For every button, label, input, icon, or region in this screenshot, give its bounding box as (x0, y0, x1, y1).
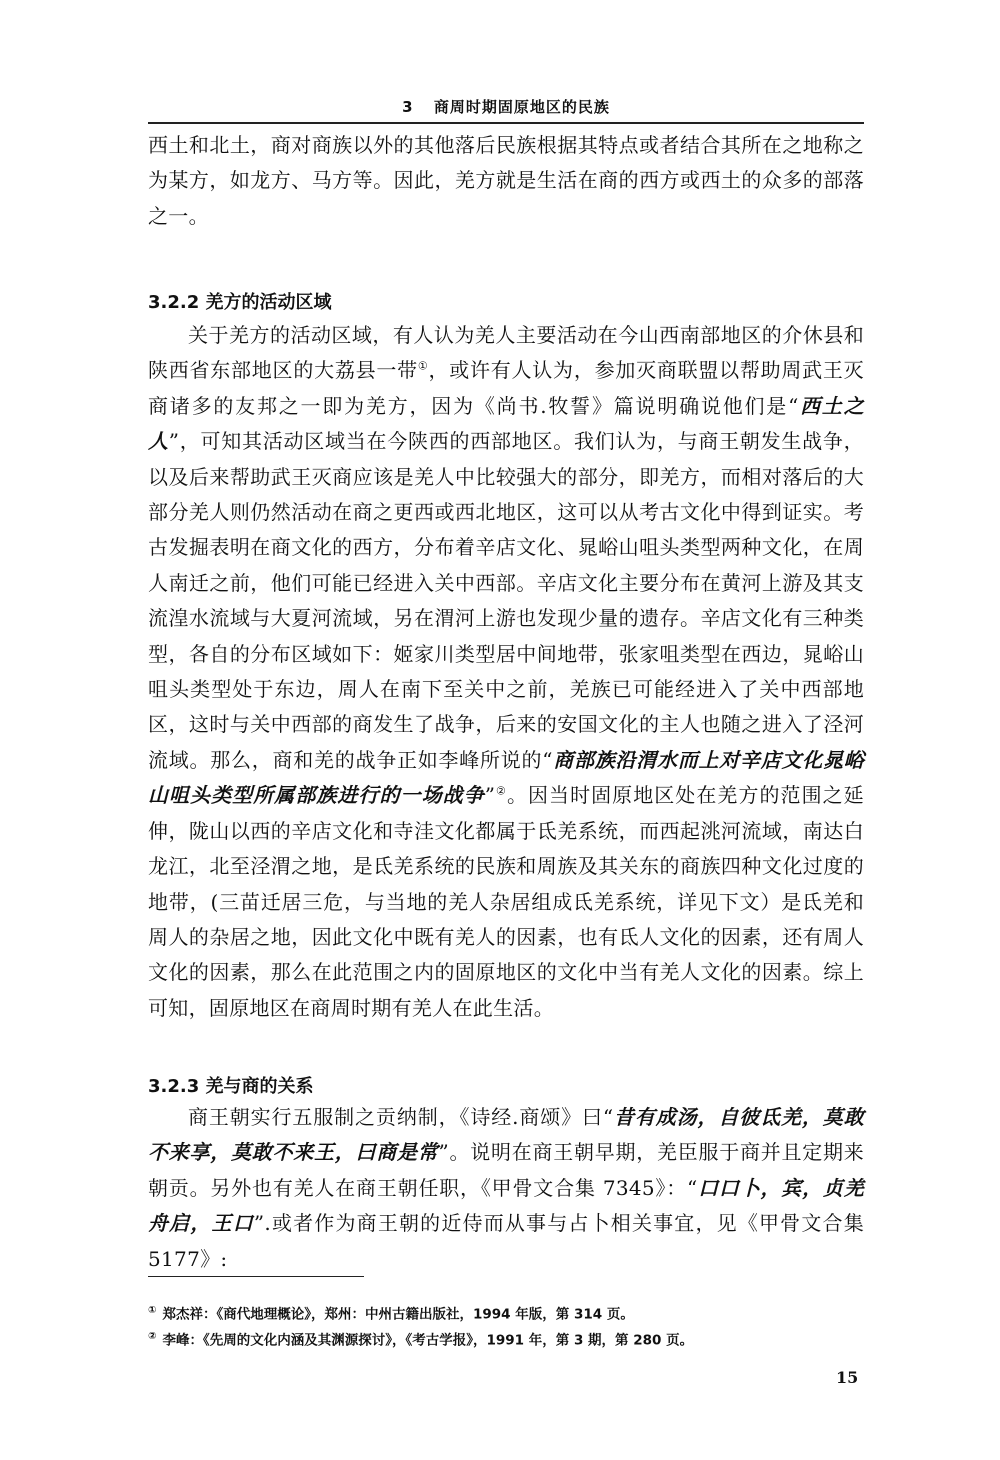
section-3-2-2-paragraph (148, 318, 864, 1026)
text-segment: 商王朝实行五服制之贡纳制，《诗经.商颂》曰“ (188, 1105, 614, 1129)
section-3-2-3-text (148, 1100, 864, 1277)
section-title-3-2-3: 3.2.3 羌与商的关系 (148, 1076, 314, 1097)
footnote-mark: ① (148, 1305, 157, 1316)
footnote-ref-1[interactable]: ① (417, 359, 429, 373)
quotation: 商部族沿渭水而上对辛店文化晁峪山咀头类型所属部族进行的一场战争 (148, 747, 865, 808)
quotation: 口口卜，宾，贞羌舟启，王口 (148, 1175, 865, 1236)
footnote-text: 郑杰祥：《商代地理概论》，郑州：中州古籍出版社，1994 年版，第 314 页。 (162, 1306, 634, 1323)
page-number: 15 (836, 1368, 859, 1387)
intro-text: 西土和北土，商对商族以外的其他落后民族根据其特点或者结合其所在之地称之为某方，如龙方、马方等。因此，羌方就是生活在商的西方或西土的众多的部落之一。 (148, 133, 864, 228)
footnote-2 (148, 1326, 864, 1352)
footnotes (148, 1300, 864, 1351)
footnote-mark: ② (148, 1330, 157, 1342)
text-segment: 关于羌方的活动区域，有人认为羌人主要活动在今山西南部地区的介休县和陕西省东部地区的大荔县一带 (148, 323, 864, 383)
footnote-ref-2[interactable]: ② (495, 784, 507, 798)
running-header (148, 96, 864, 117)
chapter-number: 3 (402, 98, 414, 116)
section-3-2-3-paragraph (148, 1100, 864, 1277)
quotation: 西土之人 (148, 393, 864, 454)
footnote-text: 李峰：《先周的文化内涵及其渊源探讨》，《考古学报》，1991 年，第 3 期，第 280 页。 (162, 1332, 694, 1348)
text-segment: ”.或者作为商王朝的近侍而从事与占卜相关事宜，见《甲骨文合集 5177》: (148, 1211, 864, 1271)
intro-paragraph (148, 128, 864, 234)
footnote-1 (148, 1300, 864, 1326)
text-segment: ，或许有人认为，参加灭商联盟以帮助周武王灭商诸多的友邦之一即为羌方，因为《尚书.牧誓》篇说明确说他们是“ (148, 358, 864, 418)
footnote-divider (148, 1276, 364, 1277)
header-divider (148, 122, 864, 124)
chapter-title: 商周时期固原地区的民族 (433, 98, 610, 116)
text-segment: 。因当时固原地区处在羌方的范围之延伸，陇山以西的辛店文化和寺洼文化都属于氐羌系统，而西起洮河流域，南达白龙江，北至泾渭之地，是氐羌系统的民族和周族及其关东的商族四种文化过度的地带，(三苗迁居三危，与当地的羌人杂居组成氐羌系统，详见下文）是氐羌和周人的杂居之地，因此文化中既有羌人的因素，也有氐人文化的因素，还有周人文化的因素，那么在此范围之内的固原地区的文化中当有羌人文化的因素。综上可知，固原地区在商周时期有羌人在此生活。 (148, 783, 864, 1020)
section-3-2-2-text (148, 318, 864, 1026)
text-segment: ” (484, 783, 496, 808)
quotation: 昔有成汤，自彼氐羌，莫敢不来享，莫敢不来王，曰商是常 (148, 1105, 864, 1165)
section-title-3-2-2: 3.2.2 羌方的活动区域 (148, 292, 332, 313)
text-segment: ”，可知其活动区域当在今陕西的西部地区。我们认为，与商王朝发生战争，以及后来帮助武王灭商应该是羌人中比较强大的部分，即羌方，而相对落后的大部分羌人则仍然活动在商之更西或西北地区，这可以从考古文化中得到证实。考古发掘表明在商文化的西方，分布着辛店文化、晁峪山咀头类型两种文化，在周人南迁之前，他们可能已经进入关中西部。辛店文化主要分布在黄河上游及其支流湟水流域与大夏河流域，另在渭河上游也发现少量的遗存。辛店文化有三种类型，各自的分布区域如下：姬家川类型居中间地带，张家咀类型在西边，晁峪山咀头类型处于东边，周人在南下至关中之前，羌族已可能经进入了关中西部地区，这时与关中西部的商发生了战争，后来的安国文化的主人也随之进入了泾河流域。那么，商和羌的战争正如李峰所说的“ (148, 429, 864, 772)
text-segment: ”。说明在商王朝早期，羌臣服于商并且定期来朝贡。另外也有羌人在商王朝任职，《甲骨文合集 7345》：“ (148, 1140, 865, 1200)
